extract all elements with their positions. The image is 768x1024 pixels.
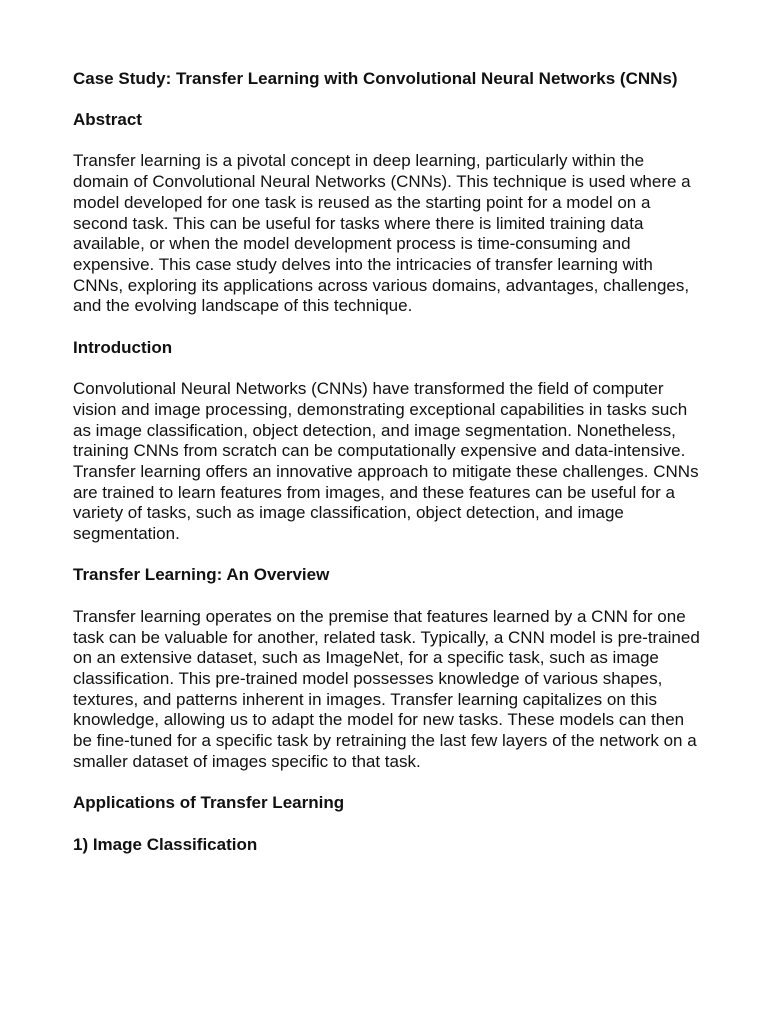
- spacer: [73, 586, 703, 607]
- spacer: [73, 131, 703, 152]
- spacer: [73, 545, 703, 566]
- document-page: [73, 69, 703, 855]
- abstract-heading: Abstract: [73, 110, 142, 129]
- spacer: [73, 358, 703, 379]
- abstract-paragraph: Transfer learning is a pivotal concept in deep learning, particularly within the domain of Convolutional Neural Networks (CNNs). This technique is used where a model developed for one task is reused as the starting point for a model on a second task. This can be useful for tasks where there is limited training data available, or when the model development process is time-consuming and expensive. This case study delves into the intricacies of transfer learning with CNNs, exploring its applications across various domains, advantages, challenges, and the evolving landscape of this technique.: [73, 151, 691, 316]
- overview-heading: Transfer Learning: An Overview: [73, 565, 330, 585]
- introduction-heading: Introduction: [73, 337, 173, 357]
- spacer: [73, 90, 703, 111]
- image-classification-heading: 1) Image Classification: [73, 834, 258, 854]
- spacer: [73, 317, 703, 338]
- document-title: Case Study: Transfer Learning with Convolutional Neural Networks (CNNs): [73, 69, 678, 88]
- introduction-paragraph: Convolutional Neural Networks (CNNs) have transformed the field of computer vision and image processing, demonstrating exceptional capabilities in tasks such as image classification, object detection, and image segmentation. Nonetheless, training CNNs from scratch can be computationally expensive and data-intensive. Transfer learning offers an innovative approach to mitigate these challenges. CNNs are trained to learn features from images, and these features can be useful for a variety of tasks, such as image classification, object detection, and image segmentation.: [73, 379, 699, 544]
- spacer: [73, 814, 703, 835]
- spacer: [73, 772, 703, 793]
- applications-heading: Applications of Transfer Learning: [73, 793, 345, 813]
- overview-paragraph: Transfer learning operates on the premise that features learned by a CNN for one task can be valuable for another, related task. Typically, a CNN model is pre-trained on an extensive dataset, such as ImageNet, for a specific task, such as image classification. This pre-trained model possesses knowledge of various shapes, textures, and patterns inherent in images. Transfer learning capitalizes on this knowledge, allowing us to adapt the model for new tasks. These models can then be fine-tuned for a specific task by retraining the last few layers of the network on a smaller dataset of images specific to that task.: [73, 606, 700, 771]
